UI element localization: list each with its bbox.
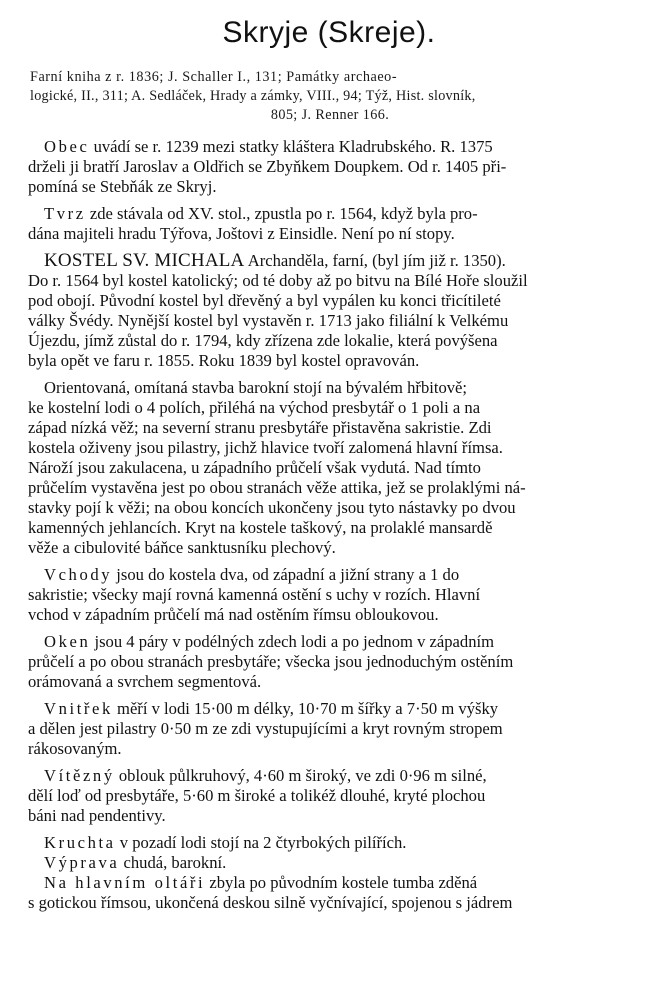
text-line (28, 224, 630, 244)
line-text: drželi ji bratří Jaroslav a Oldřich se Zbyňkem Doupkem. Od r. 1405 při- (28, 157, 507, 176)
paragraph-lead: Vnitřek (44, 699, 113, 718)
text-line (28, 518, 630, 538)
line-text: rákosovaným. (28, 739, 122, 758)
text-line (28, 438, 630, 458)
line-text: jsou 4 páry v podélných zdech lodi a po jednom v západním (90, 632, 495, 651)
text-line (28, 739, 630, 759)
source-line: Farní kniha z r. 1836; J. Schaller I., 131; Památky archaeo- (30, 69, 398, 85)
line-text: v pozadí lodi stojí na 2 čtyrbokých pilířích. (115, 833, 407, 852)
paragraph-lead: Vchody (44, 565, 113, 584)
line-text: uvádí se r. 1239 mezi statky kláštera Kladrubského. R. 1375 (89, 137, 493, 156)
line-text: zde stávala od XV. stol., zpustla po r. 1564, když byla pro- (85, 204, 478, 223)
paragraph-lead: Oken (44, 632, 91, 651)
text-line (28, 766, 630, 786)
source-line: 805; J. Renner 166. (270, 107, 390, 123)
text-line (28, 331, 630, 351)
text-line (28, 251, 630, 271)
line-text: sakristie; všecky mají rovná kamenná ostění s uchy v rozích. Hlavní (28, 585, 481, 604)
line-text: vchod v západním průčelí má nad ostěním římsu obloukovou. (28, 605, 439, 624)
line-text: dělí loď od presbytáře, 5·60 m široké a tolikéž dlouhé, kryté plochou (28, 786, 486, 805)
text-line (28, 853, 630, 873)
line-text: oblouk půlkruhový, 4·60 m široký, ve zdi 0·96 m silné, (114, 766, 487, 785)
line-text: pod obojí. Původní kostel byl dřevěný a byl vypálen ku konci třicítileté (28, 291, 501, 310)
paragraph-lead: Na hlavním oltáři (44, 873, 206, 892)
text-line (28, 806, 630, 826)
text-line (28, 632, 630, 652)
paragraph-lead: Vítězný (44, 766, 115, 785)
line-text: měří v lodi 15·00 m délky, 10·70 m šířky a 7·50 m výšky (112, 699, 499, 718)
text-line (28, 699, 630, 719)
line-text: dána majiteli hradu Týřova, Joštovi z Einsidle. Není po ní stopy. (28, 224, 455, 243)
text-line (28, 719, 630, 739)
line-text: kamenných jehlancích. Kryt na kostele taškový, na prolaklé mansardě (28, 518, 493, 537)
text-line (28, 398, 630, 418)
line-text: orámovaná a svrchem segmentová. (28, 672, 262, 691)
text-line (28, 672, 630, 692)
line-text: věže a cibulovité báňce sanktusníku plechový. (28, 538, 336, 557)
line-text: války Švédy. Nynější kostel byl vystavěn r. 1713 jako filiální k Velkému (28, 311, 509, 330)
text-line (28, 311, 630, 331)
paragraph-lead: Kruchta (44, 833, 116, 852)
text-line (28, 478, 630, 498)
line-text: průčelí a po obou stranách presbytáře; všecka jsou jednoduchým ostěním (28, 652, 514, 671)
text-line (28, 458, 630, 478)
line-text: pomíná se Stebňák ze Skryj. (28, 177, 217, 196)
line-text: chudá, barokní. (119, 853, 227, 872)
text-line (28, 565, 630, 585)
text-line (28, 498, 630, 518)
text-line (28, 291, 630, 311)
text-line (28, 833, 630, 853)
text-line (28, 378, 630, 398)
text-line (28, 418, 630, 438)
line-text: ke kostelní lodi o 4 polích, přiléhá na východ presbytář o 1 poli a na (28, 398, 481, 417)
line-text: s gotickou římsou, ukončená deskou silně vyčnívající, spojenou s jádrem (28, 893, 513, 912)
text-line (28, 271, 630, 291)
text-line (28, 605, 630, 625)
article-body (28, 137, 630, 913)
line-text: Nároží jsou zakulacena, u západního průčelí však vydutá. Nad tímto (28, 458, 481, 477)
text-line (28, 873, 630, 893)
section-heading-kostel: KOSTEL SV. MICHALA (44, 250, 245, 271)
line-text: průčelím vystavěna jest po obou stranách věže attika, jež se prolaklými ná- (28, 478, 526, 497)
text-line (28, 786, 630, 806)
line-text: Archanděla, farní, (byl jím již r. 1350). (244, 251, 506, 270)
text-line (28, 351, 630, 371)
line-text: Do r. 1564 byl kostel katolický; od té doby až po bitvu na Bílé Hoře sloužil (28, 271, 528, 290)
line-text: Újezdu, jímž zůstal do r. 1794, kdy zřízena zde lokalie, která povýšena (28, 331, 498, 350)
text-line (28, 893, 630, 913)
text-line (28, 538, 630, 558)
source-line: logické, II., 311; A. Sedláček, Hrady a zámky, VIII., 94; Týž, Hist. slovník, (30, 88, 476, 104)
line-text: západ nízká věž; na severní stranu presbytáře přistavěna sakristie. Zdi (28, 418, 492, 437)
source-references (30, 68, 630, 125)
line-text: byla opět ve faru r. 1855. Roku 1839 byl kostel opravován. (28, 351, 420, 370)
text-line (28, 137, 630, 157)
line-text: zbyla po původním kostele tumba zděná (205, 873, 478, 892)
text-line (28, 204, 630, 224)
paragraph-lead: Tvrz (44, 204, 86, 223)
line-text: Orientovaná, omítaná stavba barokní stojí na bývalém hřbitově; (44, 378, 468, 397)
line-text: báni nad pendentivy. (28, 806, 166, 825)
paragraph-lead: Výprava (44, 853, 120, 872)
text-line (28, 585, 630, 605)
text-line (28, 652, 630, 672)
line-text: kostela oživeny jsou pilastry, jichž hlavice tvoří zalomená hlavní římsa. (28, 438, 503, 457)
line-text: a dělen jest pilastry 0·50 m ze zdi vystupujícími a kryt rovným stropem (28, 719, 503, 738)
line-text: stavky pojí k věži; na obou koncích ukončeny jsou tyto nástavky po dvou (28, 498, 516, 517)
page-title: Skryje (Skreje). (222, 16, 436, 49)
text-line (28, 157, 630, 177)
line-text: jsou do kostela dva, od západní a jižní strany a 1 do (112, 565, 460, 584)
paragraph-lead: Obec (44, 137, 90, 156)
text-line (28, 177, 630, 197)
